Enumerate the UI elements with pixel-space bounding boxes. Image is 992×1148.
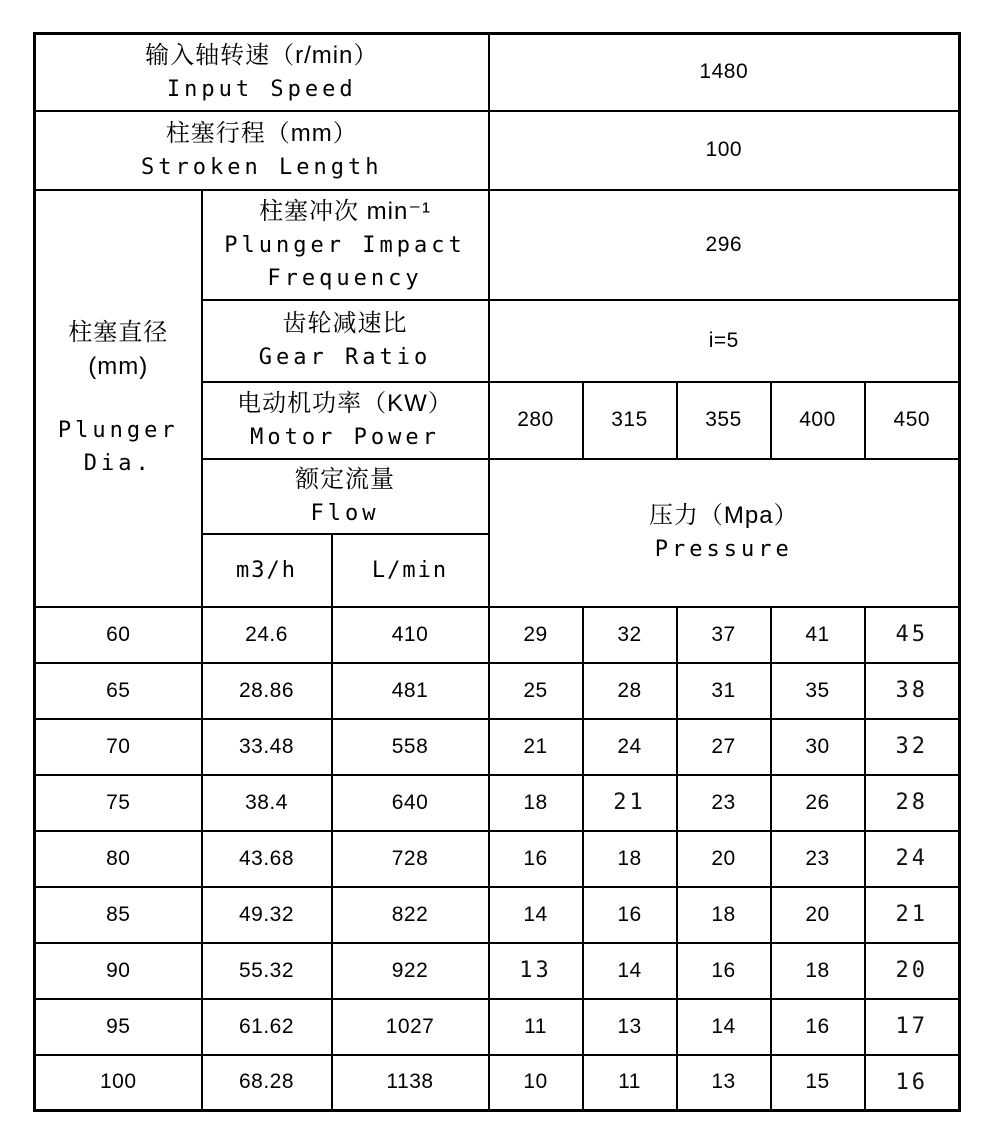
pressure-value: 20 [895,958,929,983]
pressure-value: 17 [895,1014,929,1039]
pressure-cell [865,999,960,1055]
table-row [35,831,960,887]
motor-power-value: 400 [799,408,836,431]
flow-m3h-value: 38.4 [245,790,288,814]
pressure-value: 29 [523,622,548,646]
impact-frequency-value-cell [489,190,960,300]
motor-power-value-cell [489,382,583,459]
table-row [35,775,960,831]
input-speed-label-en: Input Speed [166,76,357,102]
pressure-value: 14 [711,1014,736,1038]
flow-lmin-cell [332,719,489,775]
table-row [35,1055,960,1111]
pressure-cell [865,663,960,719]
stroke-length-label-cell [35,111,489,190]
pressure-cell [489,607,583,663]
dia-cell [35,943,202,999]
table-row [35,943,960,999]
pressure-value: 28 [895,790,929,815]
flow-unit-lmin: L/min [371,557,449,583]
pressure-cell [865,775,960,831]
pressure-value: 16 [711,958,736,982]
pressure-value: 20 [711,846,736,870]
pressure-value: 11 [524,1014,547,1038]
pressure-value: 16 [805,1014,830,1038]
flow-lmin-value: 410 [391,622,429,646]
pressure-cell [489,999,583,1055]
pressure-value: 23 [805,846,830,870]
pressure-cell [677,999,771,1055]
pressure-value: 31 [711,678,736,702]
pressure-value: 18 [617,846,642,870]
pressure-cell [771,607,865,663]
pressure-value: 35 [805,678,830,702]
pressure-cell [771,719,865,775]
pressure-value: 14 [617,958,642,982]
flow-lmin-value: 922 [391,958,429,982]
gear-ratio-label-en: Gear Ratio [258,345,432,370]
pressure-label-cell [489,459,960,607]
motor-power-value: 315 [611,408,648,431]
table-row [35,887,960,943]
pressure-cell [489,663,583,719]
flow-lmin-cell [332,831,489,887]
impact-frequency-label-en-1: Plunger Impact [224,232,466,258]
pressure-value: 41 [805,622,830,646]
pressure-value: 10 [523,1070,548,1094]
pressure-value: 16 [523,846,548,870]
flow-m3h-value: 43.68 [238,846,295,870]
dia-value: 80 [106,846,131,870]
pressure-value: 16 [617,902,642,926]
pressure-value: 15 [805,1070,830,1094]
pressure-cell [489,1055,583,1111]
pressure-cell [865,607,960,663]
motor-power-value-cell [771,382,865,459]
gear-ratio-label-zh: 齿轮减速比 [282,310,408,337]
impact-frequency-label-en-2: Frequency [267,265,423,291]
pressure-cell [865,887,960,943]
pressure-value: 24 [895,846,929,871]
pressure-cell [677,663,771,719]
input-speed-label-zh: 输入轴转速（r/min） [145,41,379,69]
dia-value: 100 [99,1070,137,1094]
impact-frequency-label-zh: 柱塞冲次 min⁻¹ [259,197,431,225]
pressure-value: 25 [523,678,548,702]
flow-label-en: Flow [310,500,380,526]
pressure-cell [583,607,677,663]
table-row [35,607,960,663]
pressure-label-en: Pressure [654,537,793,562]
pressure-value: 23 [711,790,736,814]
motor-power-value: 355 [705,408,742,431]
dia-value: 85 [106,902,131,926]
flow-m3h-cell [202,831,332,887]
pressure-value: 30 [805,734,830,758]
flow-lmin-value: 481 [391,678,429,702]
flow-unit-m3h: m3/h [236,557,297,583]
stroke-length-value-cell [489,111,960,190]
pressure-cell [583,887,677,943]
pressure-cell [583,1055,677,1111]
motor-power-value-cell [583,382,677,459]
flow-m3h-value: 61.62 [238,1014,295,1038]
pressure-value: 11 [618,1070,641,1094]
pressure-cell [677,719,771,775]
gear-ratio-value: i=5 [708,328,739,352]
pressure-cell [865,1055,960,1111]
pressure-cell [677,831,771,887]
flow-lmin-cell [332,943,489,999]
flow-unit-m3h-cell [202,534,332,607]
flow-lmin-cell [332,999,489,1055]
dia-cell [35,999,202,1055]
flow-lmin-cell [332,663,489,719]
dia-value: 70 [106,734,131,758]
flow-m3h-cell [202,607,332,663]
pressure-value: 13 [617,1014,642,1038]
table-row [35,999,960,1055]
flow-m3h-cell [202,1055,332,1111]
flow-lmin-cell [332,887,489,943]
pressure-value: 45 [895,622,929,647]
pressure-label-zh: 压力（Mpa） [648,502,799,529]
pressure-cell [489,887,583,943]
input-speed-label-cell [35,34,489,111]
pressure-value: 18 [523,790,548,814]
stroke-length-label-zh: 柱塞行程（mm） [165,119,358,147]
pressure-cell [771,775,865,831]
plunger-dia-label-en-1: Plunger [57,418,179,443]
pressure-value: 16 [895,1069,929,1095]
motor-power-value: 450 [893,408,931,431]
flow-m3h-value: 28.86 [238,678,295,702]
pressure-value: 14 [523,902,548,926]
pressure-cell [489,719,583,775]
dia-cell [35,775,202,831]
table-row [35,719,960,775]
motor-power-label-zh: 电动机功率（KW） [237,389,453,417]
pressure-cell [771,999,865,1055]
motor-power-label-cell [202,382,489,459]
flow-lmin-value: 558 [391,734,429,758]
dia-cell [35,1055,202,1111]
pressure-value: 18 [711,902,736,926]
pressure-cell [583,775,677,831]
pressure-cell [677,887,771,943]
input-speed-row [35,34,960,111]
dia-value: 60 [106,622,131,646]
pressure-cell [865,831,960,887]
flow-m3h-cell [202,663,332,719]
pressure-value: 38 [895,678,929,703]
pressure-value: 20 [805,902,830,926]
flow-m3h-cell [202,719,332,775]
impact-frequency-value: 296 [705,232,743,256]
flow-m3h-value: 68.28 [238,1070,295,1094]
pressure-cell [583,663,677,719]
pressure-cell [583,999,677,1055]
pressure-value: 27 [711,734,736,758]
pressure-cell [489,775,583,831]
plunger-dia-unit: (mm) [88,353,149,380]
pressure-cell [489,943,583,999]
motor-power-label-en: Motor Power [250,424,440,450]
dia-cell [35,887,202,943]
pressure-value: 18 [805,958,830,982]
gear-ratio-label-cell [202,300,489,382]
pressure-cell [771,887,865,943]
pressure-value: 28 [617,678,642,702]
plunger-dia-header-cell [35,190,202,607]
flow-label-cell [202,459,489,534]
pressure-cell [583,943,677,999]
stroke-length-row [35,111,960,190]
flow-label-zh: 额定流量 [295,465,395,493]
motor-power-value: 280 [517,408,554,431]
flow-unit-lmin-cell [332,534,489,607]
impact-frequency-label-cell [202,190,489,300]
flow-lmin-value: 1027 [385,1014,435,1038]
flow-lmin-value: 728 [391,846,429,870]
flow-m3h-cell [202,775,332,831]
plunger-dia-label-zh: 柱塞直径 [68,319,169,346]
plunger-dia-label-en-2: Dia. [83,451,153,476]
pressure-cell [677,775,771,831]
pressure-cell [489,831,583,887]
table-row [35,663,960,719]
flow-m3h-value: 49.32 [238,902,295,926]
pressure-value: 32 [895,734,929,759]
flow-m3h-value: 33.48 [238,734,295,758]
pressure-cell [771,831,865,887]
flow-m3h-cell [202,999,332,1055]
pressure-cell [771,943,865,999]
motor-power-value-cell [865,382,960,459]
pressure-value: 21 [895,902,929,927]
dia-cell [35,831,202,887]
pressure-cell [677,943,771,999]
dia-value: 65 [106,678,131,702]
pressure-value: 21 [613,790,646,815]
flow-lmin-cell [332,775,489,831]
pressure-cell [771,1055,865,1111]
pressure-cell [865,943,960,999]
pressure-value: 26 [805,790,830,814]
motor-power-value-cell [677,382,771,459]
pressure-cell [583,831,677,887]
dia-cell [35,663,202,719]
flow-lmin-cell [332,1055,489,1111]
pressure-value: 13 [711,1070,736,1094]
flow-lmin-value: 640 [391,790,429,814]
input-speed-value: 1480 [699,60,749,84]
pressure-value: 37 [711,622,736,646]
dia-value: 90 [106,958,131,982]
flow-m3h-value: 24.6 [245,622,288,646]
pressure-cell [583,719,677,775]
input-speed-value-cell [489,34,960,111]
pressure-value: 21 [523,734,548,758]
pressure-cell [865,719,960,775]
pressure-value: 13 [519,958,552,983]
pressure-cell [677,1055,771,1111]
pressure-value: 24 [617,734,642,758]
dia-cell [35,719,202,775]
dia-value: 95 [106,1014,131,1038]
dia-cell [35,607,202,663]
flow-m3h-cell [202,943,332,999]
stroke-length-label-en: Stroken Length [141,154,383,180]
dia-value: 75 [106,790,131,814]
flow-m3h-cell [202,887,332,943]
flow-lmin-value: 822 [391,902,429,926]
pressure-cell [677,607,771,663]
gear-ratio-value-cell [489,300,960,382]
pressure-cell [771,663,865,719]
impact-frequency-row [35,190,960,300]
flow-m3h-value: 55.32 [238,958,295,982]
pressure-value: 32 [617,622,642,646]
flow-lmin-cell [332,607,489,663]
stroke-length-value: 100 [705,138,743,161]
flow-lmin-value: 1138 [386,1070,434,1094]
pump-spec-table [33,32,961,1112]
